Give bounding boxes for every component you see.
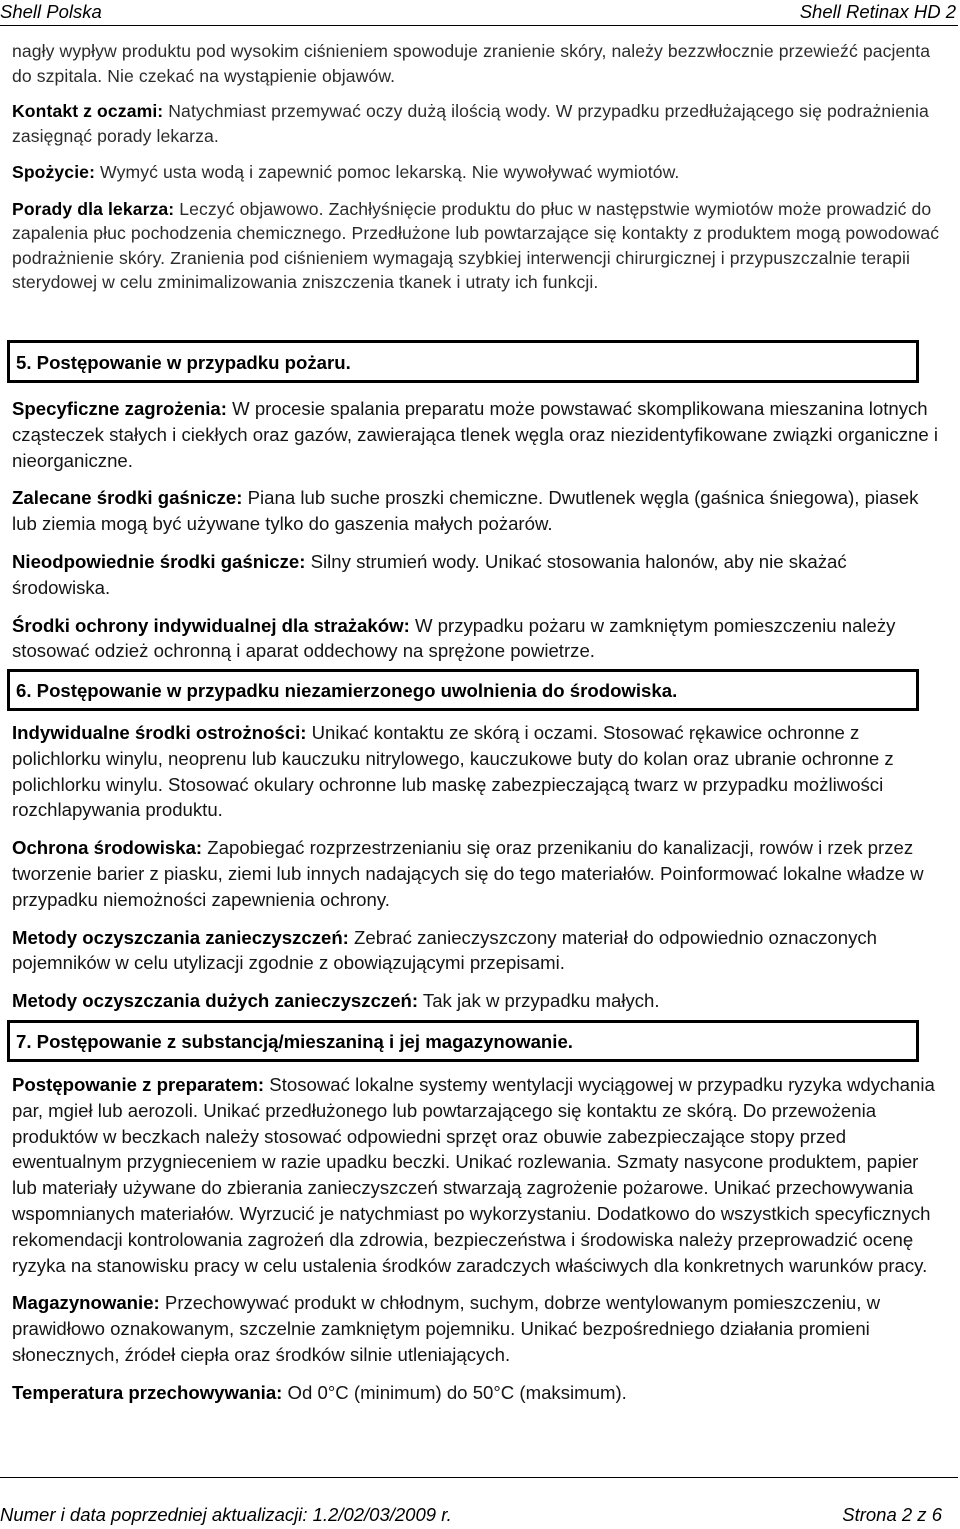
specific-hazards-label: Specyficzne zagrożenia: — [12, 398, 227, 419]
storage-temperature-paragraph — [12, 1380, 948, 1406]
section-5-body — [12, 396, 948, 664]
eye-contact-paragraph — [12, 99, 948, 148]
specific-hazards-text: W procesie spalania preparatu może powstawać skomplikowana mieszanina lotnych cząsteczek stałych i ciekłych oraz gazów, zawierająca tlenek węgla oraz niezidentyfikowane związki organiczne i nieorganiczne. — [12, 398, 938, 471]
section-6-body — [12, 720, 948, 1014]
unsuitable-media-text: Silny strumień wody. Unikać stosowania halonów, aby nie skażać środowiska. — [12, 550, 847, 598]
unsuitable-media-label: Nieodpowiednie środki gaśnicze: — [12, 550, 306, 572]
section-5-title: 5. Postępowanie w przypadku pożaru. — [16, 352, 351, 373]
header-product: Shell Retinax HD 2 — [799, 1, 956, 22]
storage-temperature-text: Od 0°C (minimum) do 50°C (maksimum). — [282, 1381, 627, 1403]
doctor-advice-paragraph — [12, 197, 948, 295]
doctor-advice-label: Porady dla lekarza: — [12, 198, 175, 219]
header-company: Shell Polska — [0, 1, 102, 22]
unsuitable-media-paragraph — [12, 549, 948, 601]
page-footer — [0, 1503, 960, 1527]
storage-label: Magazynowanie: — [12, 1292, 160, 1314]
storage-temperature-label: Temperatura przechowywania: — [12, 1381, 283, 1403]
handling-label: Postępowanie z preparatem: — [12, 1074, 265, 1095]
recommended-media-label: Zalecane środki gaśnicze: — [12, 487, 243, 509]
cleanup-methods-paragraph — [12, 925, 948, 977]
recommended-media-paragraph — [12, 485, 948, 537]
section-6-title: 6. Postępowanie w przypadku niezamierzonego uwolnienia do środowiska. — [16, 680, 678, 701]
skin-contact-continued: nagły wypływ produktu pod wysokim ciśnieniem spowoduje zranienie skóry, należy bezzwłocznie przewieźć pacjenta do szpitala. Nie czekać na wystąpienie objawów. — [12, 41, 931, 86]
section-6-heading — [7, 669, 919, 711]
header-rule — [0, 25, 958, 26]
eye-contact-text: Natychmiast przemywać oczy dużą ilością wody. W przypadku przedłużającego się podrażnienia zasięgnąć porady lekarza. — [12, 101, 929, 146]
recommended-media-text: Piana lub suche proszki chemiczne. Dwutlenek węgla (gaśnica śniegowa), piasek lub ziemia mogą być używane tylko do gaszenia małych pożarów. — [12, 487, 919, 535]
personal-precautions-label: Indywidualne środki ostrożności: — [12, 722, 307, 743]
firefighter-ppe-label: Środki ochrony indywidualnej dla strażaków: — [12, 614, 410, 636]
ingestion-paragraph — [12, 160, 948, 185]
large-spill-text: Tak jak w przypadku małych. — [418, 990, 660, 1012]
footer-page-number: Strona 2 z 6 — [842, 1504, 942, 1525]
section-5-heading — [7, 340, 919, 383]
ingestion-text: Wymyć usta wodą i zapewnić pomoc lekarską. Nie wywoływać wymiotów. — [95, 162, 680, 182]
section-7-body — [12, 1072, 948, 1406]
cleanup-methods-text: Zebrać zanieczyszczony materiał do odpowiednio oznaczonych pojemników w celu utylizacji zgodnie z obowiązującymi przepisami. — [12, 926, 878, 974]
ingestion-label: Spożycie: — [12, 162, 96, 182]
storage-text: Przechowywać produkt w chłodnym, suchym, dobrze wentylowanym pomieszczeniu, w prawidłowo oznakowanym, szczelnie zamkniętym pojemniku. Unikać bezpośredniego działania promieni słonecznych, źródeł ciepła oraz środków silnie utleniających. — [12, 1292, 881, 1365]
footer-revision: Numer i data poprzedniej aktualizacji: 1.2/02/03/2009 r. — [0, 1504, 452, 1525]
environment-protection-label: Ochrona środowiska: — [12, 837, 203, 859]
environment-protection-text: Zapobiegać rozprzestrzenianiu się oraz przenikaniu do kanalizacji, rowów i rzek przez tworzenie barier z piasku, ziemi lub innych nadających się do tego materiałów. Poinformować lokalne władze w przypadku niemożności zapewnienia ochrony. — [12, 837, 924, 910]
large-spill-label: Metody oczyszczania dużych zanieczyszczeń: — [12, 990, 419, 1012]
handling-text: Stosować lokalne systemy wentylacji wyciągowej w przypadku ryzyka wdychania par, mgieł lub aerozoli. Unikać przedłużonego lub powtarzającego się kontaktu ze skórą. Do przewożenia produktów w beczkach należy stosować odpowiedni sprzęt oraz obuwie zabezpieczające stopy przed ewentualnym przygnieceniem w razie upadku beczki. Unikać rozlewania. Szmaty nasycone produktem, papier lub materiały używane do zbierania zanieczyszczeń stwarzają zagrożenie pożarowe. Unikać przechowywania wspomnianych materiałów. Wyrzucić je natychmiast po wykorzystaniu. Dodatkowo do wszystkich specyficznych rekomendacji kontrolowania zagrożeń dla zdrowia, bezpieczeństwa i środowiska należy przeprowadzić ocenę ryzyka na stanowisku pracy w celu ustalenia środków zaradczych właściwych dla konkretnych warunków pracy. — [12, 1074, 935, 1276]
section-4-continued — [12, 39, 948, 295]
eye-contact-label: Kontakt z oczami: — [12, 101, 164, 121]
doctor-advice-text: Leczyć objawowo. Zachłyśnięcie produktu do płuc w następstwie wymiotów może prowadzić do zapalenia płuc pochodzenia chemicznego. Przedłużone lub powtarzające się kontakty z produktem mogą powodować podrażnienie skóry. Zranienia pod ciśnieniem wymagają szybkiej interwencji chirurgicznej i przypuszczalnie terapii sterydowej w celu zminimalizowania zniszczenia tkanek i utraty ich funkcji. — [12, 198, 940, 292]
footer-rule — [0, 1477, 958, 1478]
specific-hazards-paragraph — [12, 396, 948, 473]
firefighter-ppe-text: W przypadku pożaru w zamkniętym pomieszczeniu należy stosować odzież ochronną i aparat oddechowy na sprężone powietrze. — [12, 614, 896, 662]
page-header — [0, 0, 960, 24]
storage-paragraph — [12, 1290, 948, 1367]
personal-precautions-text: Unikać kontaktu ze skórą i oczami. Stosować rękawice ochronne z polichlorku winylu, neoprenu lub kauczuku nitrylowego, kauczukowe buty do kolan oraz ubranie ochronne z polichlorku winylu. Stosować okulary ochronne lub maskę zabezpieczającą twarz w przypadku możliwości rozchlapywania produktu. — [12, 722, 894, 821]
environment-protection-paragraph — [12, 835, 948, 912]
handling-paragraph — [12, 1072, 948, 1278]
personal-precautions-paragraph — [12, 720, 948, 823]
section-7-heading — [7, 1020, 919, 1062]
cleanup-methods-label: Metody oczyszczania zanieczyszczeń: — [12, 926, 349, 948]
large-spill-paragraph — [12, 988, 948, 1014]
firefighter-ppe-paragraph — [12, 613, 948, 665]
section-7-title: 7. Postępowanie z substancją/mieszaniną i jej magazynowanie. — [16, 1031, 573, 1052]
